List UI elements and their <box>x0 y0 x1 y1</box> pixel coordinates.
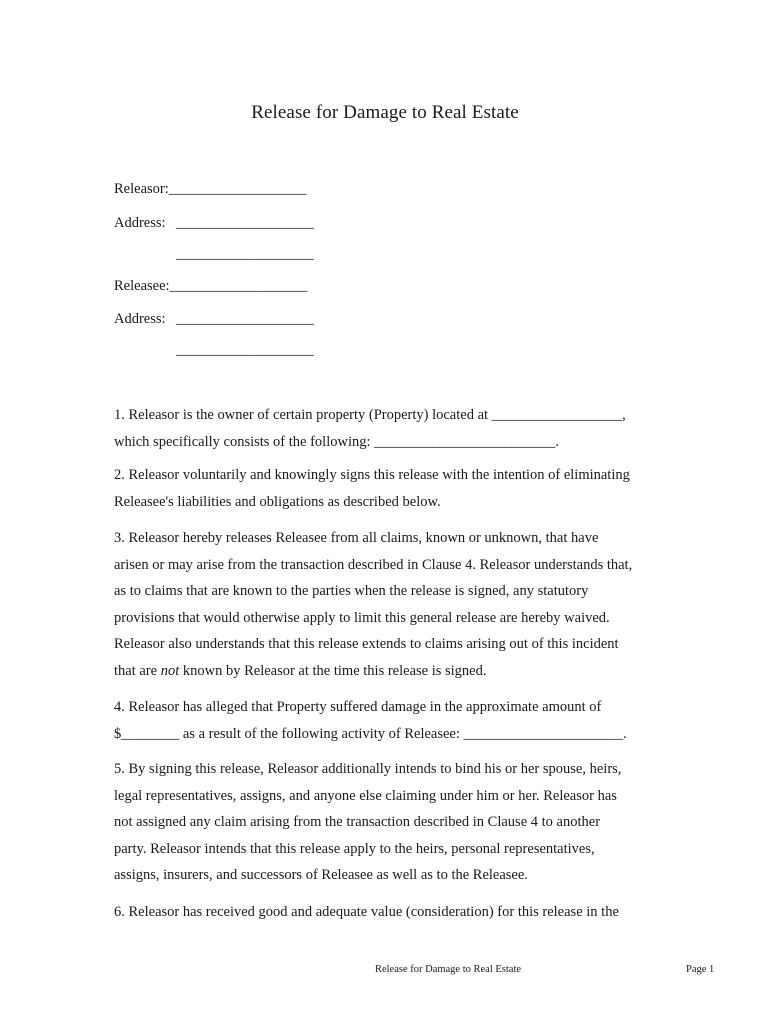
releasor-address-line-1: ___________________ <box>176 215 314 231</box>
clause-line: 1. Releasor is the owner of certain property (Property) located at __________________, <box>114 407 626 423</box>
clause-line: Releasee's liabilities and obligations as described below. <box>114 493 441 510</box>
releasor-field: Releasor:___________________ <box>114 181 307 197</box>
releasor-address-line-2: ___________________ <box>176 246 314 262</box>
clause-text: known by Releasor at the time this release is signed. <box>179 662 487 679</box>
clause-line: assigns, insurers, and successors of Releasee as well as to the Releasee. <box>114 867 528 884</box>
document-title: Release for Damage to Real Estate <box>251 102 519 123</box>
clause-3 <box>114 525 674 685</box>
clause-line: party. Releasor intends that this release apply to the heirs, personal representatives, <box>114 840 595 857</box>
clause-line: 4. Releasor has alleged that Property suffered damage in the approximate amount of <box>114 699 602 715</box>
clause-1 <box>114 402 674 455</box>
clause-line: 6. Releasor has received good and adequate value (consideration) for this release in the <box>114 904 619 920</box>
clause-line: arisen or may arise from the transaction described in Clause 4. Releasor understands that, <box>114 556 633 573</box>
clause-line: as to claims that are known to the parties when the release is signed, any statutory <box>114 583 589 600</box>
clause-line: 3. Releasor hereby releases Releasee from all claims, known or unknown, that have <box>114 530 599 546</box>
clause-line: provisions that would otherwise apply to limit this general release are hereby waived. <box>114 609 610 626</box>
clause-line: legal representatives, assigns, and anyone else claiming under him or her. Releasor has <box>114 787 617 804</box>
releasee-field: Releasee:___________________ <box>114 278 308 294</box>
clause-6 <box>114 899 674 926</box>
clause-line: $________ as a result of the following activity of Releasee: ______________________. <box>114 725 627 742</box>
footer-page-number: Page 1 <box>686 964 715 975</box>
footer-title: Release for Damage to Real Estate <box>374 964 522 975</box>
clause-line: Releasor also understands that this release extends to claims arising out of this incident <box>114 636 619 653</box>
clause-line <box>114 658 674 685</box>
releasee-address-line-2: ___________________ <box>176 342 314 358</box>
clause-4 <box>114 694 674 747</box>
clause-line: 5. By signing this release, Releasor additionally intends to bind his or her spouse, heirs, <box>114 761 622 777</box>
releasee-address-label: Address: <box>114 311 166 327</box>
releasee-address-line-1: ___________________ <box>176 311 314 327</box>
clause-5 <box>114 756 674 889</box>
clause-text: that are <box>114 662 161 679</box>
clause-line: which specifically consists of the following: _________________________. <box>114 433 560 450</box>
clause-line: 2. Releasor voluntarily and knowingly signs this release with the intention of eliminating <box>114 467 630 483</box>
releasor-address-label: Address: <box>114 215 166 231</box>
emphasis-not: not <box>160 662 180 679</box>
clause-line: not assigned any claim arising from the transaction described in Clause 4 to another <box>114 814 601 831</box>
clause-2 <box>114 462 674 515</box>
